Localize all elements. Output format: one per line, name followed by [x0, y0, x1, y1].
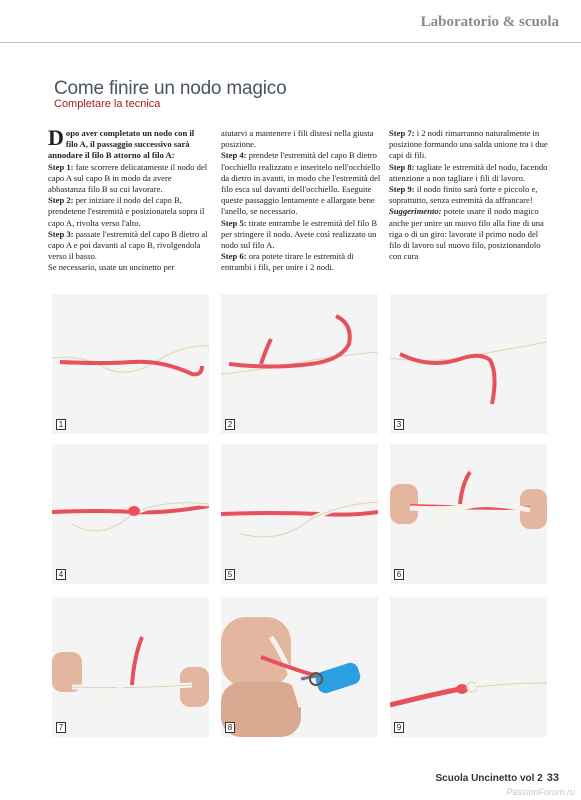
intro-text: opo aver completato un nodo con il filo A, il passaggio successivo sarà annodare il filo B attorno al filo A:: [48, 128, 195, 161]
yarn-illustration: [52, 294, 209, 434]
yarn-illustration: [390, 294, 547, 434]
step-text: passate l'estremità del capo B dietro al capo A e poi davanti al capo B, rivolgendola verso il basso.: [48, 228, 208, 262]
step-3-continued: Se necessario, usate un uncinetto per: [48, 262, 175, 273]
step-photo-5: [221, 444, 378, 584]
step-label: Step 2:: [48, 195, 74, 206]
step-label: Step 6:: [221, 251, 247, 262]
photo-number: 4: [56, 569, 66, 580]
article-title: Come finire un nodo magico: [54, 78, 287, 99]
step-1: [48, 162, 208, 196]
photo-number: 2: [225, 419, 235, 430]
watermark: PassionForum.ru: [506, 787, 575, 797]
drop-cap: D: [48, 125, 64, 150]
step-photo-8: [221, 597, 378, 737]
step-photo-4: [52, 444, 209, 584]
step-4: [221, 150, 381, 217]
tip: [389, 206, 549, 262]
step-photo-2: [221, 294, 378, 434]
step-text: prendete l'estremità del capo B dietro l'occhiello realizzato e inseritelo nell'occhiello da dietro in avanti, in modo che l'estremità del filo esca sul davanti dell'occhiello. Eseguite queste passaggio lentamente e allargate bene l'anello, se necessario.: [221, 150, 381, 217]
yarn-illustration: [221, 597, 378, 737]
tip-text: potete usare il nodo magico anche per unire un nuovo filo alla fine di una riga o di un giro: lavorate il primo nodo del filo di lavoro sul nuovo filo, posizionandolo con cura: [389, 206, 544, 262]
yarn-illustration: [390, 444, 547, 584]
header-divider: [0, 42, 581, 43]
step-text: il nodo finito sarà forte e piccolo e, soprattutto, senza estremità da affrancare!: [389, 184, 538, 206]
step-label: Step 3:: [48, 228, 74, 239]
step-photo-1: [52, 294, 209, 434]
step-label: Step 4:: [221, 150, 247, 161]
step-label: Step 9:: [389, 184, 415, 195]
photo-number: 9: [394, 722, 404, 733]
step-label: Step 7:: [389, 128, 415, 138]
photo-number: 8: [225, 722, 235, 733]
step-text: i 2 nodi rimarranno naturalmente in posizione formando una salda unione tra i due capi di fili.: [389, 128, 548, 161]
step-text: tirate entrambe le estremità del filo B per stringere il nodo. Avete così realizzato un nodo sul filo A.: [221, 217, 378, 251]
photo-number: 3: [394, 419, 404, 430]
step-3: [48, 229, 208, 263]
step-label: Step 1:: [48, 161, 74, 172]
article-subtitle: Completare la tecnica: [54, 98, 161, 110]
step-photo-3: [390, 294, 547, 434]
photo-number: 6: [394, 569, 404, 580]
yarn-illustration: [52, 597, 209, 737]
intro-paragraph: [48, 125, 208, 162]
text-column-2: [221, 128, 381, 274]
tip-label: Suggerimento:: [389, 206, 442, 217]
yarn-illustration: [221, 294, 378, 434]
step-label: Step 8:: [389, 161, 415, 172]
magazine-name: Scuola Uncinetto vol 2: [435, 773, 543, 784]
yarn-illustration: [221, 444, 378, 584]
step-7: [389, 128, 549, 162]
step-2: [48, 195, 208, 229]
yarn-illustration: [52, 444, 209, 584]
page-number: 33: [546, 772, 559, 784]
photo-number: 7: [56, 722, 66, 733]
step-photo-9: [390, 597, 547, 737]
step-photo-6: [390, 444, 547, 584]
photo-number: 1: [56, 419, 66, 430]
step-text: fate scorrere delicatamente il nodo del capo A sul capo B in modo da avere abbastanza filo B su cui lavorare.: [48, 161, 208, 195]
section-header: Laboratorio & scuola: [420, 14, 559, 30]
page-footer: [436, 772, 560, 784]
step-5: [221, 218, 381, 252]
step-6: [221, 251, 381, 273]
step-photo-7: [52, 597, 209, 737]
step-3-continued: aiutarvi a mantenere i fili distesi nella giusta posizione.: [221, 128, 374, 150]
photo-number: 5: [225, 569, 235, 580]
step-text: ora potete tirare le estremità di entrambi i fili, per unire i 2 nodi.: [221, 251, 354, 273]
text-column-3: [389, 128, 549, 262]
step-9: [389, 184, 549, 206]
step-text: tagliate le estremità del nodo, facendo attenzione a non tagliare i fili di lavoro.: [389, 161, 548, 183]
text-column-1: [48, 125, 208, 274]
yarn-illustration: [390, 597, 547, 737]
step-text: per iniziare il nodo del capo B, prendetene l'estremità e posizionatela sopra il capo A, rivolta verso l'alto.: [48, 195, 205, 228]
step-label: Step 5:: [221, 217, 247, 228]
step-8: [389, 162, 549, 184]
